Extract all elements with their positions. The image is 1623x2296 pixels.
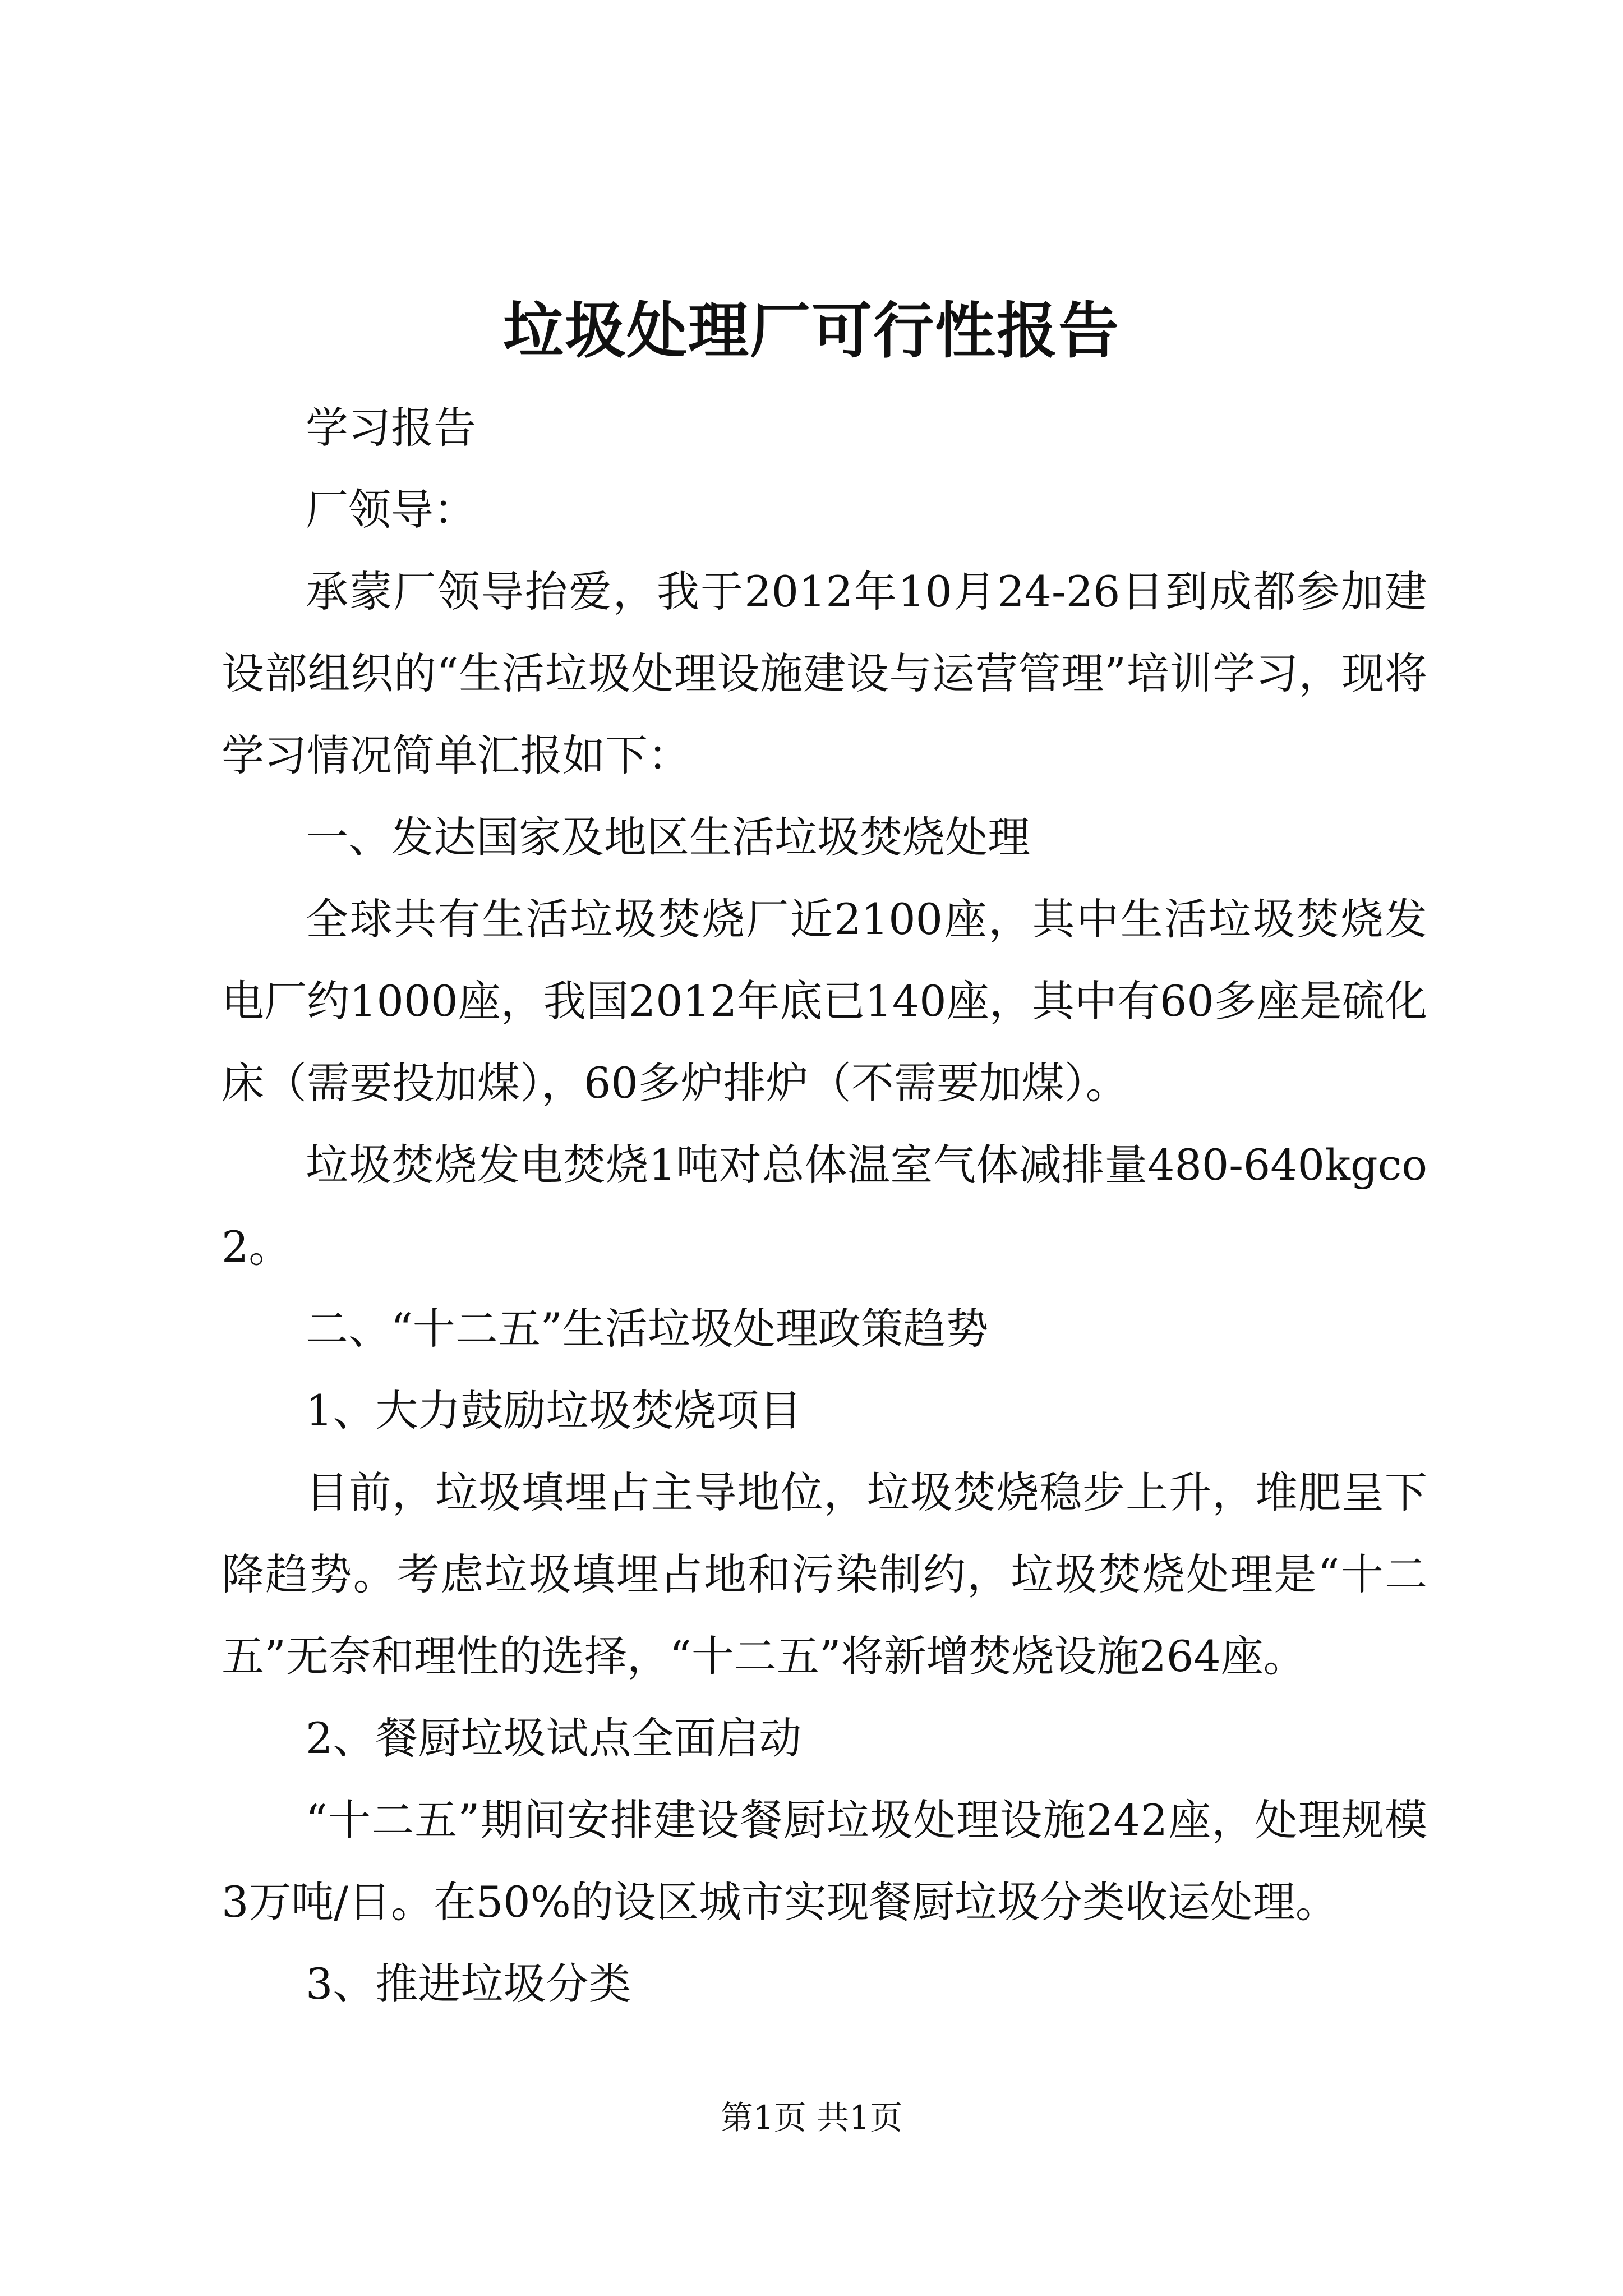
subheading-3: 3、推进垃圾分类 bbox=[306, 1959, 631, 2009]
section-heading-1: 一、发达国家及地区生活垃圾焚烧处理 bbox=[306, 812, 1030, 862]
subheading-1: 1、大力鼓励垃圾焚烧项目 bbox=[306, 1386, 802, 1435]
document-title: 垃圾处理厂可行性报告 bbox=[502, 296, 1120, 366]
subheading-2: 2、餐厨垃圾试点全面启动 bbox=[306, 1713, 802, 1763]
document-body bbox=[222, 387, 1427, 2025]
paragraph-emission-reduction: 垃圾焚烧发电焚烧1吨对总体温室气体减排量480-640kgco2。 bbox=[222, 1140, 1427, 1272]
paragraph-intro: 承蒙厂领导抬爱，我于2012年10月24-26日到成都参加建设部组织的“生活垃圾处理设施建设与运营管理”培训学习，现将学习情况简单汇报如下： bbox=[222, 567, 1427, 780]
paragraph-kitchen-waste: “十二五”期间安排建设餐厨垃圾处理设施242座，处理规模3万吨/日。在50%的设区城市实现餐厨垃圾分类收运处理。 bbox=[222, 1795, 1427, 1927]
paragraph-subtitle: 学习报告 bbox=[306, 403, 476, 453]
section-heading-2: 二、“十二五”生活垃圾处理政策趋势 bbox=[306, 1304, 989, 1354]
page-footer: 第1页 共1页 bbox=[720, 2099, 903, 2137]
paragraph-salutation: 厂领导： bbox=[306, 485, 476, 535]
paragraph-incineration-stats: 全球共有生活垃圾焚烧厂近2100座，其中生活垃圾焚烧发电厂约1000座，我国2012年底已140座，其中有60多座是硫化床（需要投加煤），60多炉排炉（不需要加煤）。 bbox=[222, 894, 1427, 1108]
paragraph-landfill-trend: 目前，垃圾填埋占主导地位，垃圾焚烧稳步上升，堆肥呈下降趋势。考虑垃圾填埋占地和污染制约，垃圾焚烧处理是“十二五”无奈和理性的选择，“十二五”将新增焚烧设施264座。 bbox=[222, 1467, 1427, 1681]
